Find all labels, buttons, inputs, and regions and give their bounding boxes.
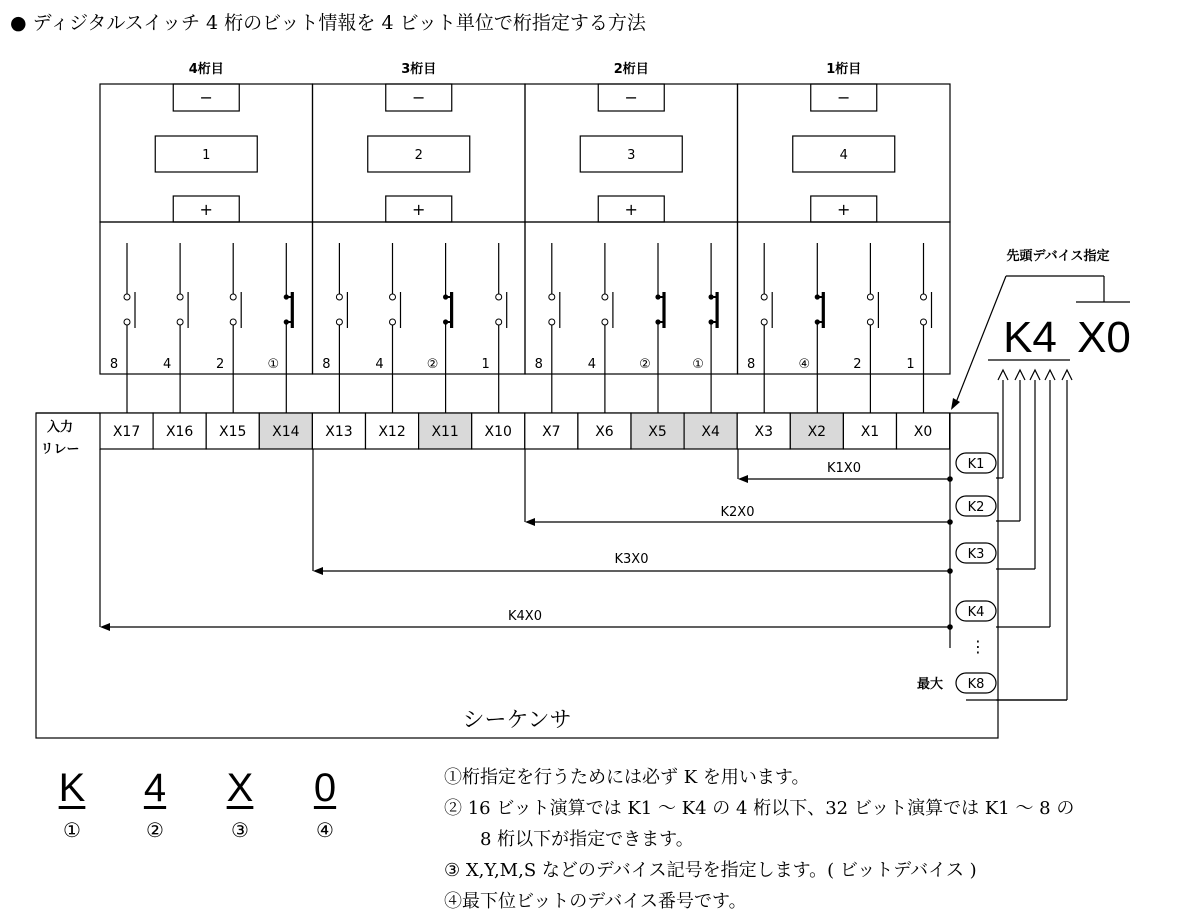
- input-label: X15: [219, 424, 247, 440]
- range-label: K4X0: [508, 609, 542, 624]
- input-label: X5: [648, 424, 667, 440]
- bit-weight-label: 4: [375, 357, 384, 372]
- bit-weight-label: 1: [906, 357, 915, 372]
- note-3: ③ X,Y,M,S などのデバイス記号を指定します。( ビットデバイス ): [444, 860, 977, 881]
- bit-weight-label: 1: [481, 357, 490, 372]
- contact-terminal: [124, 294, 130, 300]
- head-device-label: 先頭デバイス指定: [1006, 249, 1110, 264]
- bit-weight-label: 2: [216, 357, 225, 372]
- contact-terminal: [124, 319, 130, 325]
- digit-value: 4: [839, 148, 848, 163]
- range-junction: [947, 624, 953, 630]
- contact-terminal: [867, 319, 873, 325]
- input-label: X0: [913, 424, 933, 440]
- page-title: ● ディジタルスイッチ 4 桁のビット情報を 4 ビット単位で桁指定する方法: [10, 12, 646, 34]
- contact-terminal: [921, 319, 927, 325]
- big-x-label: X0: [1077, 313, 1131, 362]
- input-label: X12: [378, 424, 406, 440]
- input-label: X11: [431, 424, 459, 440]
- minus-label: −: [837, 88, 851, 107]
- note-1: ①桁指定を行うためには必ず K を用います。: [444, 767, 810, 788]
- bit-weight-label: 8: [109, 357, 119, 372]
- head-device-arrowhead: [951, 398, 960, 410]
- breakdown-num-4: ④: [316, 818, 334, 842]
- contact-terminal: [867, 294, 873, 300]
- range-arrowhead: [738, 475, 748, 483]
- contact-terminal: [230, 294, 236, 300]
- bit-weight-label: 4: [587, 357, 597, 372]
- range-badge-label: K2: [967, 500, 985, 515]
- input-label: X6: [595, 424, 614, 440]
- minus-label: −: [199, 88, 213, 107]
- bit-weight-label: 8: [747, 357, 756, 372]
- contact-panel: [313, 222, 526, 374]
- note-2-continued: 8 桁以下が指定できます。: [480, 829, 694, 850]
- minus-label: −: [624, 88, 638, 107]
- sequencer-label: シーケンサ: [462, 708, 572, 733]
- plus-label: +: [412, 200, 426, 219]
- breakdown-num-2: ②: [146, 818, 164, 842]
- contact-panel: [100, 222, 313, 374]
- k-connector-arrow: [998, 370, 1008, 380]
- ellipsis: ⋮: [970, 637, 986, 656]
- input-label: X16: [165, 424, 194, 440]
- contact-terminal: [336, 319, 342, 325]
- digit-label: 2桁目: [613, 62, 649, 77]
- plus-label: +: [837, 200, 851, 219]
- input-label: X1: [860, 424, 880, 440]
- bit-weight-label: ②: [639, 357, 651, 372]
- contact-panel: [525, 222, 738, 374]
- contact-panel: [738, 222, 951, 374]
- range-arrowhead: [525, 518, 535, 526]
- contact-terminal: [921, 294, 927, 300]
- breakdown-char-digits: 4: [143, 766, 167, 810]
- input-label: X17: [112, 424, 141, 440]
- bit-weight-label: ①: [692, 357, 704, 372]
- breakdown-char-number: 0: [313, 766, 337, 810]
- bit-weight-label: 4: [162, 357, 172, 372]
- bit-weight-label: 8: [534, 357, 543, 372]
- k-connector-arrow: [1015, 370, 1025, 380]
- plus-label: +: [199, 200, 213, 219]
- breakdown-char-device: X: [226, 766, 254, 810]
- input-label: X2: [807, 424, 827, 440]
- range-badge-label: K3: [967, 547, 985, 562]
- input-label: X3: [754, 424, 773, 440]
- contact-terminal: [761, 294, 767, 300]
- range-label: K2X0: [720, 505, 755, 520]
- range-arrowhead: [100, 623, 110, 631]
- digit-label: 1桁目: [826, 62, 862, 77]
- input-relay-label: 入力: [46, 420, 74, 435]
- contact-terminal: [761, 319, 767, 325]
- max-label: 最大: [916, 677, 944, 692]
- head-device-pointer: [955, 276, 1006, 405]
- digit-value: 2: [414, 148, 423, 163]
- input-label: X4: [701, 424, 720, 440]
- contact-terminal: [549, 294, 555, 300]
- breakdown-char-k: K: [58, 766, 86, 810]
- contact-terminal: [230, 319, 236, 325]
- range-label: K1X0: [827, 461, 861, 476]
- contact-terminal: [177, 319, 183, 325]
- contact-terminal: [549, 319, 555, 325]
- range-junction: [947, 568, 953, 574]
- contact-terminal: [390, 294, 396, 300]
- contact-terminal: [602, 319, 608, 325]
- range-arrowhead: [313, 567, 323, 575]
- bit-weight-label: ②: [426, 357, 439, 372]
- bit-weight-label: 8: [322, 357, 331, 372]
- minus-label: −: [412, 88, 426, 107]
- range-junction: [947, 476, 953, 482]
- range-junction: [947, 519, 953, 525]
- contact-terminal: [602, 294, 608, 300]
- digit-label: 4桁目: [188, 62, 224, 77]
- k-connector-arrow: [1030, 370, 1040, 380]
- max-badge-label: K8: [967, 677, 985, 692]
- contact-terminal: [177, 294, 183, 300]
- note-4: ④最下位ビットのデバイス番号です。: [444, 891, 747, 912]
- plus-label: +: [624, 200, 638, 219]
- bit-weight-label: ④: [798, 357, 811, 372]
- note-2: ② 16 ビット演算では K1 ～ K4 の 4 桁以下、32 ビット演算では K1 ～ 8 の: [444, 798, 1075, 819]
- contact-terminal: [496, 319, 502, 325]
- input-relay-label: リレー: [40, 442, 80, 457]
- k-connector-arrow: [1045, 370, 1055, 380]
- contact-terminal: [496, 294, 502, 300]
- range-badge-label: K4: [967, 605, 985, 620]
- contact-terminal: [336, 294, 342, 300]
- bit-weight-label: ①: [267, 357, 280, 372]
- input-label: X13: [325, 424, 353, 440]
- bit-weight-label: 2: [853, 357, 862, 372]
- input-label: X10: [484, 424, 512, 440]
- contact-terminal: [390, 319, 396, 325]
- input-label: X14: [272, 424, 300, 440]
- big-k-label: K4: [1003, 313, 1057, 362]
- notes: [444, 762, 1074, 917]
- digit-label: 3桁目: [401, 62, 437, 77]
- breakdown-num-3: ③: [231, 818, 249, 842]
- input-label: X7: [542, 424, 561, 440]
- range-badge-label: K1: [967, 457, 985, 472]
- range-label: K3X0: [614, 552, 649, 567]
- breakdown-num-1: ①: [63, 818, 81, 842]
- digit-value: 1: [202, 148, 211, 163]
- digit-value: 3: [627, 148, 636, 163]
- k-connector-arrow: [1062, 370, 1072, 380]
